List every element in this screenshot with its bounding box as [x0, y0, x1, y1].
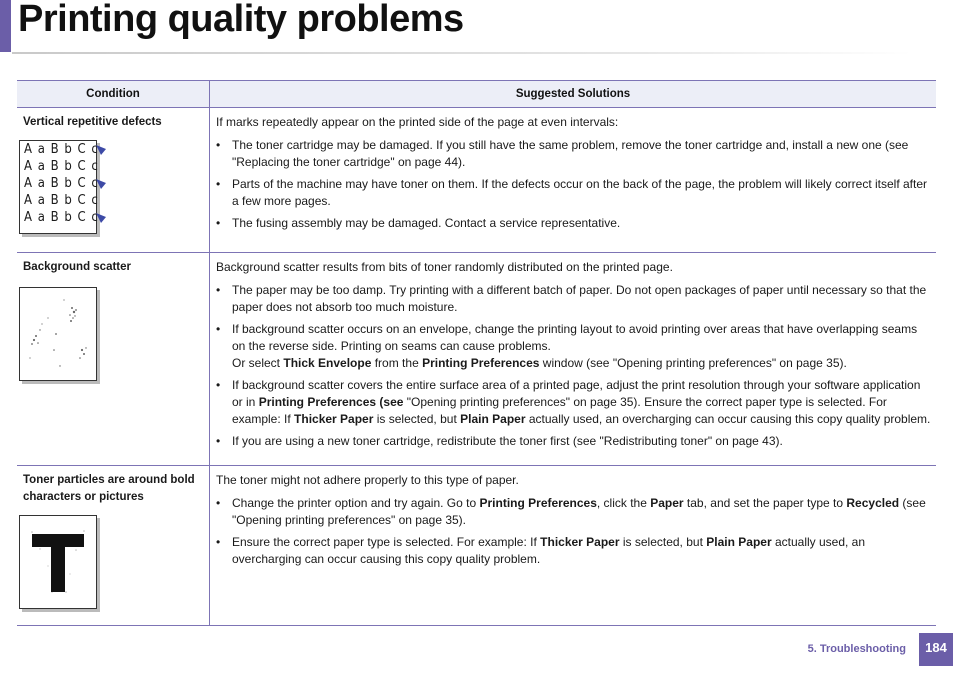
list-item-text: If background scatter occurs on an envelope, change the printing layout to avoid printing over areas that have overlapping seams on the reverse side. Printing on seams can cause problems.: [232, 322, 918, 353]
list-item-text: tab, and set the paper type to: [683, 496, 847, 510]
solutions-cell: [210, 253, 937, 466]
list-item: [216, 321, 932, 372]
list-item-text: actually used, an overcharging can occur causing this copy quality problem.: [232, 535, 866, 566]
defect-mark-icon: [94, 177, 108, 191]
vertical-repetitive-defects-sample-icon: [19, 140, 97, 234]
sample-text-line: A a B b C c: [24, 142, 99, 157]
toner-particles-sample-icon: [19, 515, 97, 609]
table-header-row: [17, 81, 936, 108]
bullet-icon: •: [216, 378, 221, 392]
page-title: Printing quality problems: [18, 0, 464, 40]
bullet-icon: •: [216, 535, 221, 549]
defect-mark-icon: [94, 143, 108, 157]
sample-text-line: A a B b C c: [24, 210, 99, 225]
bullet-icon: •: [216, 177, 221, 191]
option-name: Printing Preferences: [422, 356, 540, 370]
list-item-text: The fusing assembly may be damaged. Contact a service representative.: [232, 216, 621, 230]
solution-intro: If marks repeatedly appear on the printed side of the page at even intervals:: [216, 115, 619, 129]
list-item: [216, 377, 932, 428]
table-row: [17, 253, 936, 466]
list-item-text: "Opening printing preferences" on page 35). Ensure the correct paper type is selected. For example: If: [232, 395, 887, 426]
list-item: [216, 534, 932, 568]
option-name: Printing Preferences (see: [258, 395, 404, 409]
option-name: Recycled: [846, 496, 900, 510]
solutions-column-header: Suggested Solutions: [210, 81, 937, 108]
bullet-icon: •: [216, 138, 221, 152]
list-item: [216, 176, 932, 210]
bullet-icon: •: [216, 283, 221, 297]
sample-text-line: A a B b C c: [24, 176, 99, 191]
solution-intro: Background scatter results from bits of toner randomly distributed on the printed page.: [216, 260, 673, 274]
list-item-text: (see "Opening printing preferences" on page 35).: [232, 496, 926, 527]
solution-list: [216, 495, 932, 568]
option-name: Paper: [650, 496, 684, 510]
condition-cell: [17, 466, 210, 626]
list-item-text: The paper may be too damp. Try printing with a different batch of paper. Do not open packages of paper until necessary so that the paper does not absorb too much moisture.: [232, 283, 927, 314]
list-item-text: window (see "Opening printing preferences" on page 35).: [539, 356, 847, 370]
bold-t-glyph-icon: [20, 516, 96, 608]
background-scatter-sample-icon: [19, 287, 97, 381]
option-name: Plain Paper: [706, 535, 772, 549]
condition-label: Toner particles are around bold characters or pictures: [23, 474, 195, 503]
list-item: [216, 433, 932, 450]
option-name: Thick Envelope: [283, 356, 372, 370]
title-bar: [0, 0, 954, 56]
option-name: Printing Preferences: [479, 496, 597, 510]
list-item-text: is selected, but: [619, 535, 707, 549]
list-item: [216, 282, 932, 316]
list-item-text: Change the printer option and try again. Go to: [232, 496, 480, 510]
list-item-text: The toner cartridge may be damaged. If you still have the same problem, remove the toner cartridge and, install a new one (see "Replacing the toner cartridge" on page 44).: [232, 138, 909, 169]
list-item-text: Ensure the correct paper type is selected. For example: If: [232, 535, 541, 549]
list-item: [216, 137, 932, 171]
title-accent-bar: [0, 0, 11, 52]
list-item-text: Or select: [232, 356, 284, 370]
condition-label: Vertical repetitive defects: [23, 116, 162, 128]
solution-list: [216, 282, 932, 450]
list-item-text: is selected, but: [373, 412, 461, 426]
solutions-cell: [210, 108, 937, 253]
table-row: [17, 108, 936, 253]
sample-text-line: A a B b C c: [24, 193, 99, 208]
option-name: Thicker Paper: [540, 535, 620, 549]
scatter-dots-icon: [20, 288, 96, 380]
bullet-icon: •: [216, 434, 221, 448]
defect-mark-icon: [94, 211, 108, 225]
troubleshooting-table: [17, 80, 936, 626]
bullet-icon: •: [216, 216, 221, 230]
bullet-icon: •: [216, 322, 221, 336]
option-name: Thicker Paper: [294, 412, 374, 426]
list-item-text: from the: [371, 356, 423, 370]
solution-intro: The toner might not adhere properly to this type of paper.: [216, 473, 519, 487]
page-number: 184: [919, 633, 953, 666]
list-item: [216, 495, 932, 529]
sample-text-line: A a B b C c: [24, 159, 99, 174]
bullet-icon: •: [216, 496, 221, 510]
list-item-text: If background scatter covers the entire surface area of a printed page, adjust the print resolution through your software application or in: [232, 378, 921, 409]
title-divider: [12, 52, 912, 54]
list-item-text: actually used, an overcharging can occur causing this copy quality problem.: [525, 412, 931, 426]
list-item: [216, 215, 932, 232]
condition-cell: [17, 108, 210, 253]
solutions-cell: [210, 466, 937, 626]
footer-section-label: 5. Troubleshooting: [807, 643, 906, 655]
condition-column-header: Condition: [17, 81, 210, 108]
list-item-text: If you are using a new toner cartridge, redistribute the toner first (see "Redistributing toner" on page 43).: [232, 434, 783, 448]
table-row: [17, 466, 936, 626]
list-item-text: Parts of the machine may have toner on them. If the defects occur on the back of the page, the problem will likely correct itself after a few more pages.: [232, 177, 928, 208]
condition-label: Background scatter: [23, 261, 132, 273]
option-name: Plain Paper: [460, 412, 526, 426]
condition-cell: [17, 253, 210, 466]
solution-list: [216, 137, 932, 232]
list-item-text: , click the: [596, 496, 651, 510]
